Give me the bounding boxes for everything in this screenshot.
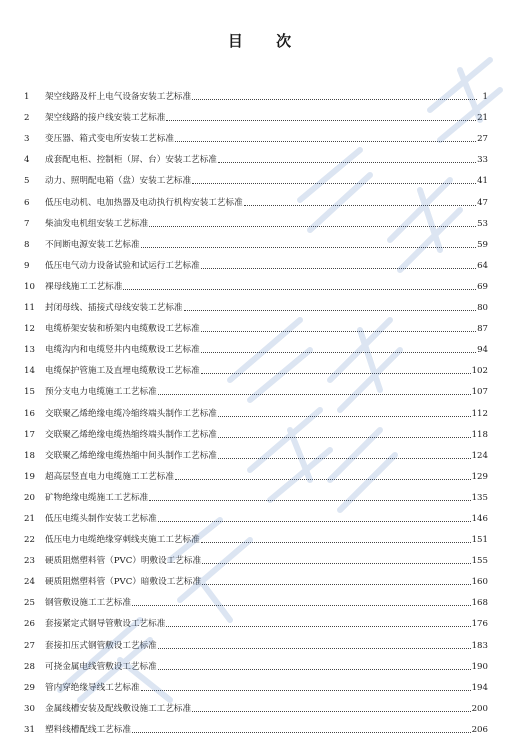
toc-entry[interactable] [24,313,488,334]
toc-leader-dots [166,119,476,121]
toc-leader-dots [166,625,470,627]
toc-entry-page: 206 [471,724,488,735]
toc-entry-number: 3 [24,134,30,145]
toc-entry-number: 22 [24,535,35,546]
toc-entry-number: 19 [24,471,35,482]
toc-leader-dots [158,520,471,522]
toc-entry-title: 预分支电力电缆施工工艺标准 [45,387,157,398]
toc-entry[interactable] [24,376,488,397]
toc-leader-dots [218,415,471,417]
toc-entry-number: 14 [24,366,35,377]
toc-entry-page: 53 [477,218,488,229]
toc-entry-number: 7 [24,218,30,229]
toc-entry-title: 低压电气动力设备试验和试运行工艺标准 [45,260,200,271]
toc-entry-page: 151 [471,535,488,546]
toc-entry[interactable] [24,587,488,608]
toc-entry-number: 20 [24,492,35,503]
toc-entry[interactable] [24,355,488,376]
toc-leader-dots [201,372,471,374]
toc-entry-number: 6 [24,197,30,208]
toc-entry-page: 47 [477,197,488,208]
toc-entry-number: 10 [24,281,35,292]
toc-entry[interactable] [24,419,488,440]
table-of-contents [24,81,488,735]
toc-entry-title: 低压电动机、电加热器及电动执行机构安装工艺标准 [45,197,243,208]
toc-entry[interactable] [24,608,488,629]
toc-entry-number: 18 [24,450,35,461]
toc-leader-dots [201,541,471,543]
toc-entry-title: 成套配电柜、控制柜（屏、台）安装工艺标准 [45,155,217,166]
toc-entry-number: 8 [24,239,30,250]
toc-entry-title: 动力、照明配电箱（盘）安装工艺标准 [45,176,192,187]
toc-entry[interactable] [24,566,488,587]
toc-entry-number: 17 [24,429,35,440]
toc-entry-title: 可挠金属电线管敷设工艺标准 [45,661,157,672]
toc-entry-page: 41 [477,176,488,187]
toc-entry[interactable] [24,693,488,714]
toc-leader-dots [141,246,477,248]
toc-entry-number: 21 [24,513,35,524]
toc-entry-number: 4 [24,155,30,166]
toc-entry[interactable] [24,503,488,524]
toc-entry[interactable] [24,461,488,482]
toc-entry-title: 硬质阻燃塑料管（PVC）暗敷设工艺标准 [45,577,202,588]
toc-entry-number: 23 [24,556,35,567]
toc-entry-title: 变压器、箱式变电所安装工艺标准 [45,134,174,145]
toc-entry-title: 交联聚乙烯绝缘电缆冷缩终端头制作工艺标准 [45,408,217,419]
toc-entry-title: 低压电缆头制作安装工艺标准 [45,513,157,524]
toc-entry[interactable] [24,165,488,186]
toc-entry-page: 146 [471,513,488,524]
toc-entry[interactable] [24,482,488,503]
toc-entry-number: 24 [24,577,35,588]
toc-entry-title: 架空线路及杆上电气设备安装工艺标准 [45,92,192,103]
toc-entry[interactable] [24,334,488,355]
toc-entry-title: 电缆桥架安装和桥架内电缆敷设工艺标准 [45,324,200,335]
toc-entry-title: 塑料线槽配线工艺标准 [45,724,131,735]
toc-entry-page: 1 [482,92,488,103]
toc-entry-number: 5 [24,176,30,187]
toc-entry-page: 124 [471,450,488,461]
toc-leader-dots [201,267,476,269]
toc-entry-page: 59 [477,239,488,250]
toc-entry-title: 低压电力电缆绝缘穿刺线夹施工工艺标准 [45,535,200,546]
toc-leader-dots [175,478,471,480]
toc-entry[interactable] [24,271,488,292]
toc-entry-title: 管内穿绝缘导线工艺标准 [45,682,140,693]
toc-entry-page: 160 [471,577,488,588]
toc-leader-dots [149,225,476,227]
toc-leader-dots [244,204,476,206]
toc-entry-page: 102 [471,366,488,377]
toc-entry[interactable] [24,292,488,313]
toc-entry[interactable] [24,123,488,144]
toc-entry-page: 155 [471,556,488,567]
toc-entry-number: 12 [24,324,35,335]
toc-leader-dots [201,351,476,353]
toc-entry-number: 29 [24,682,35,693]
toc-entry-number: 9 [24,260,30,271]
toc-entry-title: 超高层竖直电力电缆施工工艺标准 [45,471,174,482]
toc-entry[interactable] [24,144,488,165]
toc-entry-page: 107 [471,387,488,398]
toc-entry-title: 柴油发电机组安装工艺标准 [45,218,149,229]
toc-leader-dots [132,731,471,733]
toc-entry-title: 不间断电源安装工艺标准 [45,239,140,250]
toc-entry[interactable] [24,81,488,102]
toc-entry-number: 2 [24,113,30,124]
toc-entry[interactable] [24,208,488,229]
toc-entry-number: 15 [24,387,35,398]
toc-entry-title: 封闭母线、插接式母线安装工艺标准 [45,303,183,314]
toc-entry-page: 129 [471,471,488,482]
toc-entry-number: 30 [24,703,35,714]
toc-entry-page: 27 [477,134,488,145]
toc-entry-page: 194 [471,682,488,693]
page-title: 目 次 [227,32,306,50]
toc-entry-page: 200 [471,703,488,714]
toc-entry[interactable] [24,545,488,566]
toc-leader-dots [123,288,476,290]
toc-leader-dots [218,457,471,459]
toc-entry-page: 168 [471,598,488,609]
toc-entry-number: 13 [24,345,35,356]
toc-entry-page: 135 [471,492,488,503]
toc-entry-number: 31 [24,724,35,735]
toc-entry-page: 183 [471,640,488,651]
toc-entry-title: 套接扣压式钢管敷设工艺标准 [45,640,157,651]
toc-entry-title: 交联聚乙烯绝缘电缆热缩终端头制作工艺标准 [45,429,217,440]
toc-entry-number: 25 [24,598,35,609]
toc-entry-number: 11 [24,303,35,314]
toc-entry-title: 矿物绝缘电缆施工工艺标准 [45,492,149,503]
toc-entry-number: 26 [24,619,35,630]
toc-leader-dots [184,309,477,311]
toc-entry[interactable] [24,714,488,735]
toc-entry[interactable] [24,102,488,123]
toc-leader-dots [158,647,471,649]
toc-entry-title: 钢管敷设施工工艺标准 [45,598,131,609]
toc-entry-title: 电缆沟内和电缆竖井内电缆敷设工艺标准 [45,345,200,356]
toc-entry-title: 金属线槽安装及配线敷设施工工艺标准 [45,703,192,714]
toc-entry-title: 架空线路的接户线安装工艺标准 [45,113,166,124]
toc-entry-page: 21 [477,113,488,124]
toc-entry[interactable] [24,397,488,418]
toc-entry-title: 裸母线施工工艺标准 [45,281,123,292]
toc-leader-dots [141,689,471,691]
toc-leader-dots [149,499,470,501]
toc-entry-page: 69 [477,281,488,292]
toc-leader-dots [192,182,476,184]
toc-entry[interactable] [24,651,488,672]
toc-entry[interactable] [24,229,488,250]
toc-entry-title: 电缆保护管施工及直埋电缆敷设工艺标准 [45,366,200,377]
toc-leader-dots [192,98,477,100]
toc-entry[interactable] [24,524,488,545]
toc-entry-number: 27 [24,640,35,651]
toc-entry-page: 118 [471,429,488,440]
toc-entry[interactable] [24,250,488,271]
toc-entry-number: 1 [24,92,30,103]
toc-entry[interactable] [24,440,488,461]
toc-entry-page: 87 [477,324,488,335]
toc-entry-title: 交联聚乙烯绝缘电缆热缩中间头制作工艺标准 [45,450,217,461]
toc-leader-dots [132,604,471,606]
toc-leader-dots [202,562,471,564]
toc-entry-number: 28 [24,661,35,672]
toc-leader-dots [202,583,471,585]
toc-entry-page: 80 [477,303,488,314]
toc-leader-dots [158,668,471,670]
toc-entry-title: 硬质阻燃塑料管（PVC）明敷设工艺标准 [45,556,202,567]
toc-entry[interactable] [24,672,488,693]
toc-entry-page: 33 [477,155,488,166]
toc-entry-number: 16 [24,408,35,419]
toc-entry[interactable] [24,629,488,650]
toc-entry-page: 190 [471,661,488,672]
toc-leader-dots [218,436,471,438]
toc-leader-dots [175,140,476,142]
toc-leader-dots [218,161,476,163]
toc-entry-page: 176 [471,619,488,630]
toc-leader-dots [192,710,470,712]
toc-entry[interactable] [24,186,488,207]
toc-entry-page: 112 [471,408,488,419]
toc-entry-page: 94 [477,345,488,356]
toc-leader-dots [158,393,471,395]
toc-entry-title: 套接紧定式钢导管敷设工艺标准 [45,619,166,630]
toc-entry-page: 64 [477,260,488,271]
toc-leader-dots [201,330,476,332]
